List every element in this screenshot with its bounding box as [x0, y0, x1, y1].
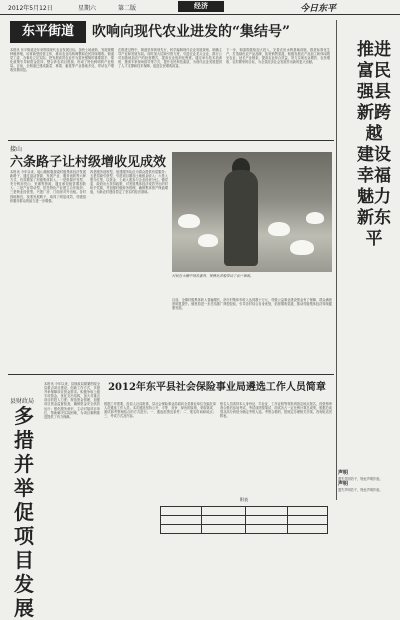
- divider: [8, 140, 334, 141]
- left-block-body: 本报讯 今年以来，县财政局紧紧围绕全县重点项目建设，创新工作方式，多措并举保障项目资金需求。积极争取上级专项资金，优化支出结构，加大对重点项目的投入力度；规范资金管理，加强项目资金监督检查，确保资金安全高效运行；强化服务意识，主动对接项目单位，帮助解决实际困难，为项目顺利推进提供了有力保障。: [44, 382, 100, 419]
- recruit-title: 2012年东平县社会保险事业局遴选工作人员简章: [108, 382, 326, 393]
- newspaper-logo: 今日东平: [300, 4, 337, 14]
- photo-caption: 村民在大棚中饲养蛋鸡，规模化养殖带动了农户增收。: [172, 274, 254, 278]
- recruit-body-col-2: 报名人员须持本人身份证、毕业证、工作证明等材料到指定地点报名，经资格审查合格后参加考试。考试成绩按笔试、面试各占一定比例计算总成绩，根据总成绩从高分到低分确定考察人选。考察合格的，按规定办理相关手续。咨询电话见附表。: [220, 402, 332, 419]
- left-block-title: 多措并举促项目发展: [14, 404, 34, 620]
- statement-label: 声明: [338, 470, 349, 476]
- issue-weekday: 星期六: [78, 5, 97, 12]
- six-ways-body-col-3: 目前，全镇村级集体收入普遍增长，部分村集体年收入达到数十万元，村级公益事业建设资金有了保障，群众满意度明显提升。镇里将进一步总结推广典型经验，引导各村结合自身优势，拓宽增收渠道，推动村级集体经济持续健康发展。: [172, 298, 332, 311]
- issue-date: 2012年5月12日: [8, 5, 53, 12]
- six-ways-body-col-1: 本报讯 今年以来，接山镇积极探索村级集体经济发展新路子，通过盘活资源、发展产业、服务创收等六种方式，有效增加了村级集体收入。一是资源开发型，充分利用荒山、荒滩等资源，通过承包租赁增加收入；二是产业带动型，依托特色产业建立合作组织；三是物业经营型，兴建厂房、门面房对外出租。各村因地制宜，找准发展路子，取得了明显成效，村级组织服务群众的能力进一步增强。: [10, 170, 86, 203]
- farm-photo: [172, 152, 332, 272]
- statement-label: 声明: [338, 481, 349, 488]
- lead-body-col-3: 下一步，街道将继续加大投入，完善农田水利基础设施，推进标准化生产，打造绿色农产品品牌，拓宽销售渠道，积极发展农产品加工和休闲观光农业，延长产业链条，提高农业综合效益，努力实现农业增效、农民增收、农村繁荣的目标，为全县经济社会发展作出新的更大贡献。: [226, 48, 330, 65]
- recruit-table: [160, 506, 328, 534]
- left-block-kicker: 县财政局: [10, 398, 35, 405]
- page-number: 第二版: [118, 5, 137, 12]
- recruit-body-col-1: 根据工作需要，经县人社局批准，县社会保险事业局面向全县事业单位在编在岗人员遴选工作人员。本次遴选坚持公开、平等、竞争、择优的原则，采取笔试、面试和考察相结合的方式进行。一、遴选范围及条件；二、报名时间和地点；三、考试方式及内容。: [104, 402, 216, 419]
- divider: [8, 374, 334, 375]
- lead-headline: 吹响向现代农业进发的“集结号”: [92, 24, 291, 40]
- table-caption: 附表: [240, 497, 248, 502]
- lead-kicker: 东平街道: [10, 21, 86, 43]
- side-slogan: 推进富民强县新跨越 建设幸福魅力新东平: [357, 40, 391, 249]
- six-ways-kicker: 接山: [10, 146, 23, 153]
- six-ways-headline: 六条路子让村级增收见成效: [10, 155, 167, 170]
- lead-body-col-2: 在推进过程中，街道坚持规划先行，科学编制现代农业发展规划，明确主导产业和发展布局。同时加大招商引资力度，引进农业龙头企业，推行公司加基地加农户的经营模式，提高农业组织化程度。通过举办技术培训班、邀请专家现场指导等方式，提升农民科技素质，为现代农业发展提供了人才支撑和技术保障，促进农民增收致富。: [118, 48, 222, 69]
- statement-block: 声明 遗失声明若干，特此声明作废。 声明 遗失声明若干，特此声明作废。: [338, 470, 383, 493]
- lead-body-col-1: 本报讯 东平街道近年来围绕现代农业发展目标，加快土地流转，发展规模种植养殖，培育新型经营主体，推动农业结构调整和农民持续增收。街道党工委、办事处立足实际，把发展高效农业作为富民强街的重要抓手，强化政策引导和资金扶持，整合涉农项目资源，形成了特色鲜明的产业格局。目前，全街道已建成蔬菜、林果、畜禽等产业基地多处，带动农户增收效果明显。: [10, 48, 114, 73]
- section-label: 经济: [178, 1, 224, 12]
- six-ways-body-col-2: 四是服务创收型，组建服务队伍为群众提供有偿服务；五是招商引资型，引进项目增加土地租金收入；六是入股分红型，以资金、土地入股参与企业经营分红。镇党委、政府出台扶持政策，对发展集体经济成效突出的村给予奖励，并加强村级财务管理，确保集体资产保值增值，为新农村建设奠定了坚实的经济基础。: [90, 170, 168, 195]
